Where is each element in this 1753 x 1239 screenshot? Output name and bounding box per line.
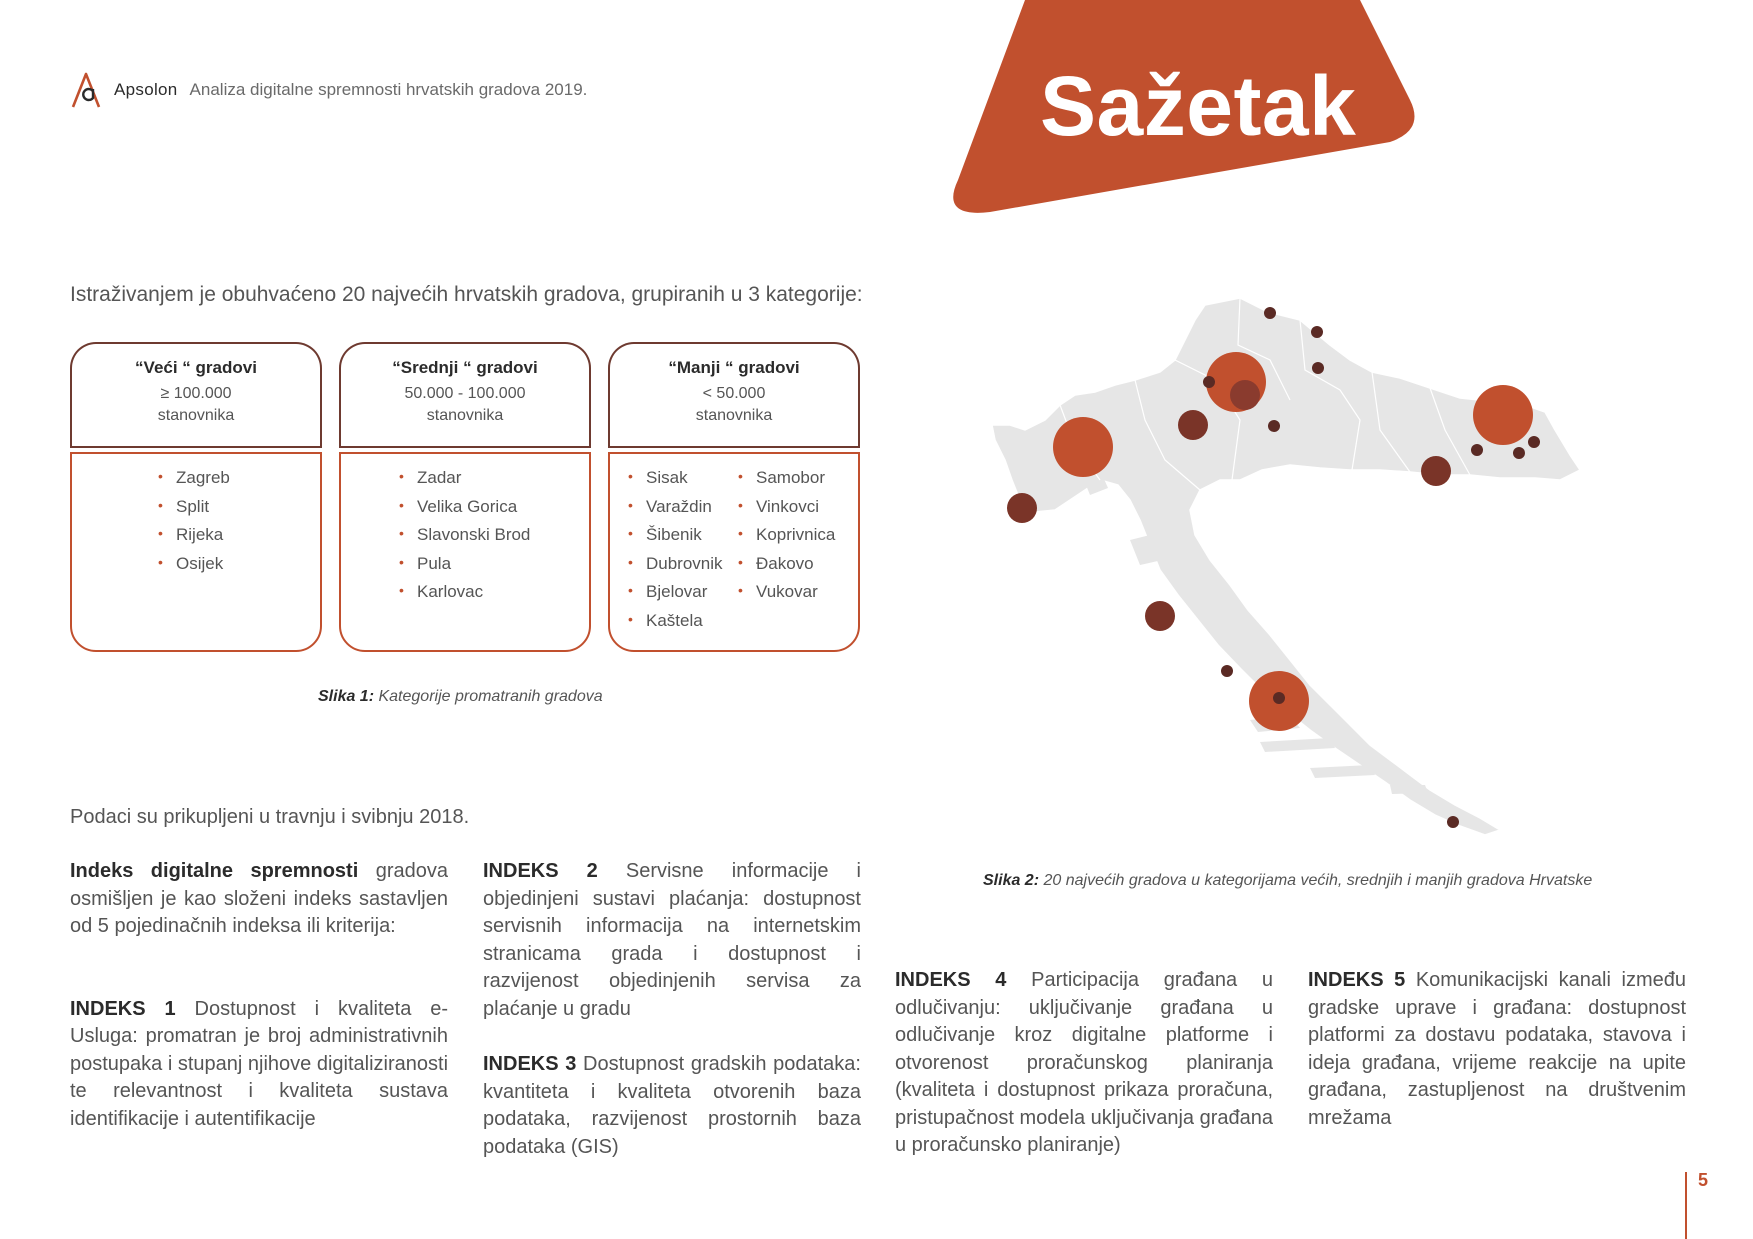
intro-text: Istraživanjem je obuhvaćeno 20 najvećih hrvatskih gradova, grupiranih u 3 kategorije: bbox=[70, 283, 863, 306]
caption-text: 20 najvećih gradova u kategorijama većih, srednjih i manjih gradova Hrvatske bbox=[1039, 872, 1593, 889]
list-item: • Varaždin bbox=[628, 497, 738, 526]
index-label: INDEKS 1 bbox=[70, 997, 176, 1020]
index-text: Participacija građana u odlučivanju: uključivanje građana u odlučivanje kroz digitalne platforme i otvorenost proračunskog planiranja (kvaliteta i dostupnost prikaza proračuna, pristupačnost modela uključivanja građana u proračunsko planiranje) bbox=[895, 969, 1274, 1156]
list-item: • Pula bbox=[399, 554, 579, 583]
city-list-right bbox=[738, 468, 848, 650]
island-korcula bbox=[1310, 765, 1375, 778]
island-mljet bbox=[1390, 785, 1428, 794]
marker-vinkovci bbox=[1513, 447, 1525, 459]
list-item: • Vukovar bbox=[738, 582, 848, 611]
index-5 bbox=[1308, 967, 1686, 1132]
list-item: • Kaštela bbox=[628, 611, 738, 640]
marker-pula bbox=[1007, 493, 1037, 523]
island-hvar bbox=[1260, 738, 1335, 752]
marker-velika-gorica bbox=[1230, 380, 1260, 410]
index-intro bbox=[70, 858, 448, 941]
index-label: INDEKS 5 bbox=[1308, 969, 1406, 991]
index-text: Dostupnost i kvaliteta e-Usluga: promatran je broj administrativnih postupaka i stupanj njihove digitaliziranosti te relevantnost i kvaliteta sustava identifikacije i autentifikacije bbox=[70, 997, 449, 1130]
page-number: 5 bbox=[1698, 1170, 1709, 1190]
category-unit: stanovnika bbox=[157, 407, 235, 424]
index-text: Dostupnost gradskih podataka: kvantiteta i kvaliteta otvorenih baza podataka, razvijenost prostornih baza podataka (GIS) bbox=[483, 1053, 861, 1158]
marker-sisak bbox=[1268, 420, 1280, 432]
marker-slavonski-brod bbox=[1421, 456, 1451, 486]
index-text: Servisne informacije i objedinjeni sustavi plaćanja: dostupnost servisnih informacija na internetskim stranicama grada i dostupnost i razvijenost objedinjenih servisa za plaćanje u gradu bbox=[483, 860, 861, 1020]
category-header bbox=[339, 342, 591, 446]
data-collection-note: Podaci su prikupljeni u travnju i svibnju 2018. bbox=[70, 806, 470, 828]
marker-dakovo bbox=[1471, 444, 1483, 456]
page-number-rule bbox=[1685, 1172, 1687, 1239]
index-text: Komunikacijski kanali između gradske uprave i građana: dostupnost platformi za dostavu podataka, stavova i ideja građana, vrijeme reakcije na upite građana, zastupljenost na društvenim mrežama bbox=[1308, 969, 1686, 1129]
list-item: • Rijeka bbox=[158, 525, 310, 554]
figure-caption-2 bbox=[983, 872, 1592, 890]
marker-dubrovnik bbox=[1447, 816, 1459, 828]
city-list-left bbox=[628, 468, 738, 650]
list-item: • Samobor bbox=[738, 468, 848, 497]
croatia-map bbox=[990, 290, 1590, 850]
caption-text: Kategorije promatranih gradova bbox=[374, 688, 603, 705]
marker-sibenik bbox=[1221, 665, 1233, 677]
category-name: “Srednji “ gradovi bbox=[392, 358, 538, 377]
marker-karlovac bbox=[1178, 410, 1208, 440]
list-item: • Koprivnica bbox=[738, 525, 848, 554]
header bbox=[70, 70, 587, 110]
list-item: • Split bbox=[158, 497, 310, 526]
list-item: • Zagreb bbox=[158, 468, 310, 497]
category-box-small bbox=[608, 342, 860, 652]
marker-vukovar bbox=[1528, 436, 1540, 448]
category-body bbox=[608, 452, 860, 652]
list-item: • Đakovo bbox=[738, 554, 848, 583]
index-label: INDEKS 4 bbox=[895, 969, 1007, 991]
category-body bbox=[339, 452, 591, 652]
list-item: • Osijek bbox=[158, 554, 310, 583]
marker-varazdin bbox=[1264, 307, 1276, 319]
list-item: • Slavonski Brod bbox=[399, 525, 579, 554]
category-range: < 50.000 bbox=[702, 385, 766, 402]
category-header bbox=[70, 342, 322, 446]
index-4 bbox=[895, 967, 1273, 1160]
marker-koprivnica bbox=[1311, 326, 1323, 338]
brand-name: Apsolon bbox=[114, 80, 178, 99]
list-item: • Vinkovci bbox=[738, 497, 848, 526]
index-intro-text: gradova osmišljen je kao složeni indeks sastavljen od 5 pojedinačnih indeksa ili kriterija: bbox=[70, 860, 448, 937]
category-body bbox=[70, 452, 322, 652]
marker-rijeka bbox=[1053, 417, 1113, 477]
index-2 bbox=[483, 858, 861, 1023]
column-1 bbox=[70, 858, 448, 1161]
category-name: “Manji “ gradovi bbox=[668, 358, 800, 377]
list-item: • Bjelovar bbox=[628, 582, 738, 611]
figure-caption-1 bbox=[318, 688, 603, 706]
apsolon-logo-icon bbox=[70, 71, 106, 109]
page-title: Sažetak bbox=[1040, 59, 1357, 153]
category-unit: stanovnika bbox=[695, 407, 773, 424]
list-item: • Šibenik bbox=[628, 525, 738, 554]
croatia-shape bbox=[992, 298, 1580, 835]
category-box-medium bbox=[339, 342, 591, 652]
index-label: INDEKS 3 bbox=[483, 1053, 577, 1075]
list-item: • Karlovac bbox=[399, 582, 579, 611]
marker-kastela bbox=[1273, 692, 1285, 704]
caption-label: Slika 2: bbox=[983, 872, 1040, 889]
marker-samobor bbox=[1203, 376, 1215, 388]
column-4 bbox=[1308, 967, 1686, 1160]
list-item: • Dubrovnik bbox=[628, 554, 738, 583]
city-list bbox=[72, 468, 310, 582]
category-range: 50.000 - 100.000 bbox=[404, 385, 526, 402]
list-item: • Sisak bbox=[628, 468, 738, 497]
category-box-large bbox=[70, 342, 322, 652]
caption-label: Slika 1: bbox=[318, 688, 375, 705]
report-subtitle: Analiza digitalne spremnosti hrvatskih gradova 2019. bbox=[189, 80, 588, 99]
column-2 bbox=[483, 858, 861, 1189]
marker-zadar bbox=[1145, 601, 1175, 631]
list-item: • Velika Gorica bbox=[399, 497, 579, 526]
index-label: INDEKS 2 bbox=[483, 860, 598, 882]
category-range: ≥ 100.000 bbox=[160, 385, 232, 402]
city-list bbox=[341, 468, 579, 611]
category-name: “Veći “ gradovi bbox=[135, 358, 257, 377]
marker-bjelovar bbox=[1312, 362, 1324, 374]
column-3 bbox=[895, 967, 1273, 1188]
category-header bbox=[608, 342, 860, 446]
marker-osijek bbox=[1473, 385, 1533, 445]
index-3 bbox=[483, 1051, 861, 1161]
index-intro-bold: Indeks digitalne spremnosti bbox=[70, 860, 359, 882]
index-1 bbox=[70, 996, 448, 1134]
list-item: • Zadar bbox=[399, 468, 579, 497]
category-unit: stanovnika bbox=[426, 407, 504, 424]
